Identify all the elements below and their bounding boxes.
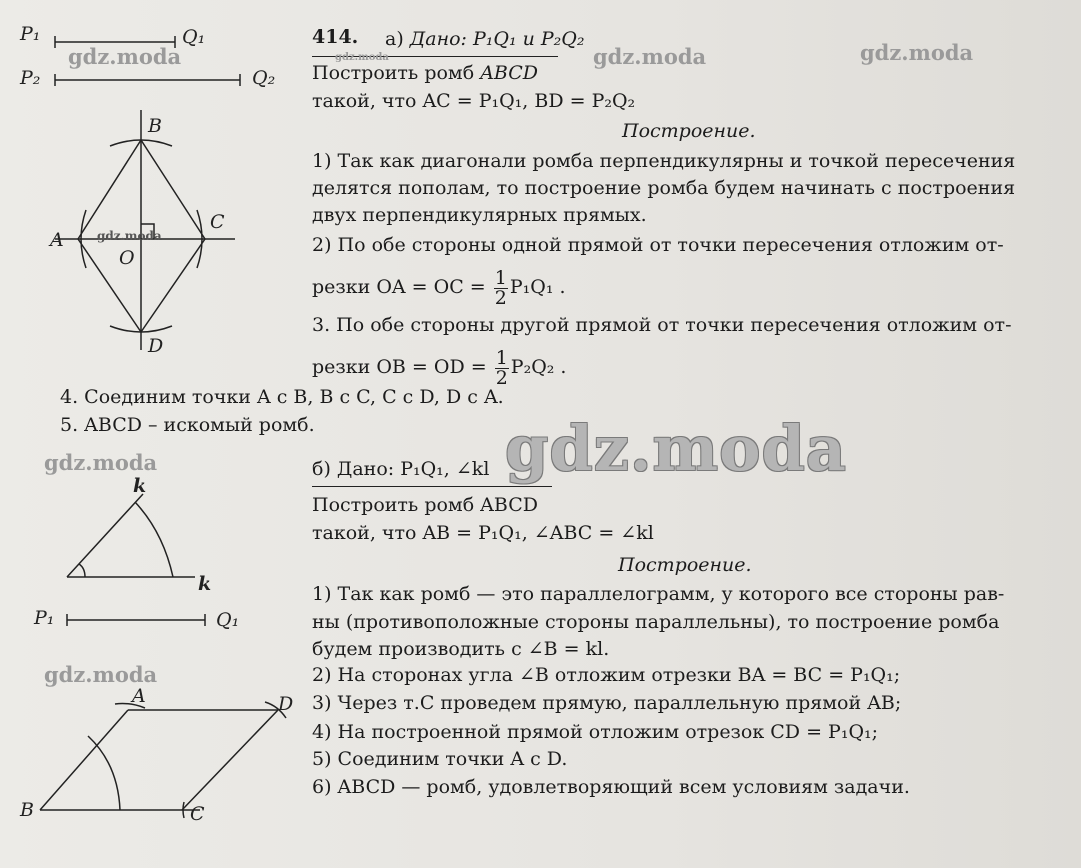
fraction-den: 2 <box>495 366 508 389</box>
fraction-num: 1 <box>494 266 507 289</box>
label-C-b: C <box>190 803 205 824</box>
step2-b: 2) На сторонах угла ∠B отложим отрезки BA = BC = P₁Q₁; <box>312 664 901 686</box>
task-b-line2: такой, что AB = P₁Q₁, ∠ABC = ∠kl <box>312 522 654 544</box>
step4-a: 4. Соединим точки A с B, B с C, C с D, D с A. <box>60 386 504 408</box>
step3-prefix: резки OB = OD = <box>312 356 493 378</box>
step5-b: 5) Соединим точки A с D. <box>312 748 568 770</box>
fraction-den: 2 <box>494 286 507 309</box>
given-label: Дано: <box>409 28 467 50</box>
watermark-top-left: gdz.moda <box>68 44 182 69</box>
step1-a-l3: двух перпендикулярных прямых. <box>312 204 647 226</box>
fraction-half-1 <box>494 266 508 309</box>
step1-a-l1: 1) Так как диагонали ромба перпендикулярны и точкой пересечения <box>312 150 1016 172</box>
step3-b: 3) Через т.C проведем прямую, параллельную прямой AB; <box>312 692 902 714</box>
label-k-bottom: k <box>198 573 212 592</box>
label-D-b: D <box>278 693 294 715</box>
label-p2: P₂ <box>20 67 41 89</box>
fraction-num: 1 <box>495 346 508 369</box>
label-q1: Q₁ <box>182 26 206 48</box>
construction-heading-b: Построение. <box>618 554 752 576</box>
step2-a-l1: 2) По обе стороны одной прямой от точки пересечения отложим от- <box>312 234 1004 256</box>
fraction-half-2 <box>495 346 509 389</box>
label-q1-b: Q₁ <box>216 609 240 631</box>
step4-b: 4) На построенной прямой отложим отрезок CD = P₁Q₁; <box>312 721 879 743</box>
label-p1: P₁ <box>20 23 41 45</box>
step1-a-l2: делятся пополам, то построение ромба будем начинать с построения <box>312 177 1016 199</box>
label-D: D <box>148 335 164 357</box>
watermark-top-right: gdz.moda <box>860 40 974 65</box>
angle-kl-diagram <box>55 472 255 592</box>
watermark-low-left: gdz.moda <box>44 662 158 687</box>
task-a-text: Построить ромб <box>312 62 481 84</box>
step3-a-l1: 3. По обе стороны другой прямой от точки пересечения отложим от- <box>312 314 1012 336</box>
step1-b-l1: 1) Так как ромб — это параллелограмм, у которого все стороны рав- <box>312 583 1005 605</box>
step1-b-l2: ны (противоположные стороны параллельны), то построение ромба <box>312 611 1000 633</box>
task-a-line1 <box>312 62 538 84</box>
task-b-line1: Построить ромб ABCD <box>312 494 538 516</box>
label-A-b: A <box>132 685 146 707</box>
step5-a: 5. ABCD – искомый ромб. <box>60 414 315 436</box>
label-B-b: B <box>20 799 34 821</box>
label-p1-b: P₁ <box>34 607 55 629</box>
label-k-top: k <box>133 475 147 497</box>
step2-a-formula <box>312 264 566 310</box>
step6-b: 6) ABCD — ромб, удовлетворяющий всем условиям задачи. <box>312 776 910 798</box>
watermark-small-center: gdz.moda <box>335 52 389 63</box>
given-value: P₁Q₁ и P₂Q₂ <box>472 28 585 50</box>
step3-a-formula <box>312 344 566 390</box>
watermark-top-mid: gdz.moda <box>593 44 707 69</box>
label-O: O <box>119 247 135 269</box>
step2-suffix: P₁Q₁ . <box>509 276 566 298</box>
rhombus-diagram-a <box>40 110 300 360</box>
label-A: A <box>50 229 64 251</box>
segment-p1q1-b <box>0 602 260 642</box>
task-a-line2: такой, что AC = P₁Q₁, BD = P₂Q₂ <box>312 90 636 112</box>
given-divider-b <box>312 486 552 487</box>
step1-b-l3: будем производить с ∠B = kl. <box>312 638 610 660</box>
label-C: C <box>210 211 225 233</box>
step3-suffix: P₂Q₂ . <box>510 356 567 378</box>
problem-number: 414. <box>312 26 359 48</box>
given-prefix: а) <box>385 28 404 50</box>
task-a-figure: ABCD <box>480 62 538 84</box>
label-B: B <box>148 115 162 137</box>
label-q2: Q₂ <box>252 67 276 89</box>
watermark-mid-left: gdz.moda <box>44 450 158 475</box>
step2-prefix: резки OA = OC = <box>312 276 492 298</box>
rhombus-diagram-b <box>10 684 310 824</box>
given-b: б) Дано: P₁Q₁, ∠kl <box>312 458 490 480</box>
given-a <box>385 28 585 50</box>
watermark-big: gdz.moda <box>505 412 847 485</box>
construction-heading-a: Построение. <box>622 120 756 142</box>
watermark-small-diagram: gdz.moda <box>97 229 162 243</box>
